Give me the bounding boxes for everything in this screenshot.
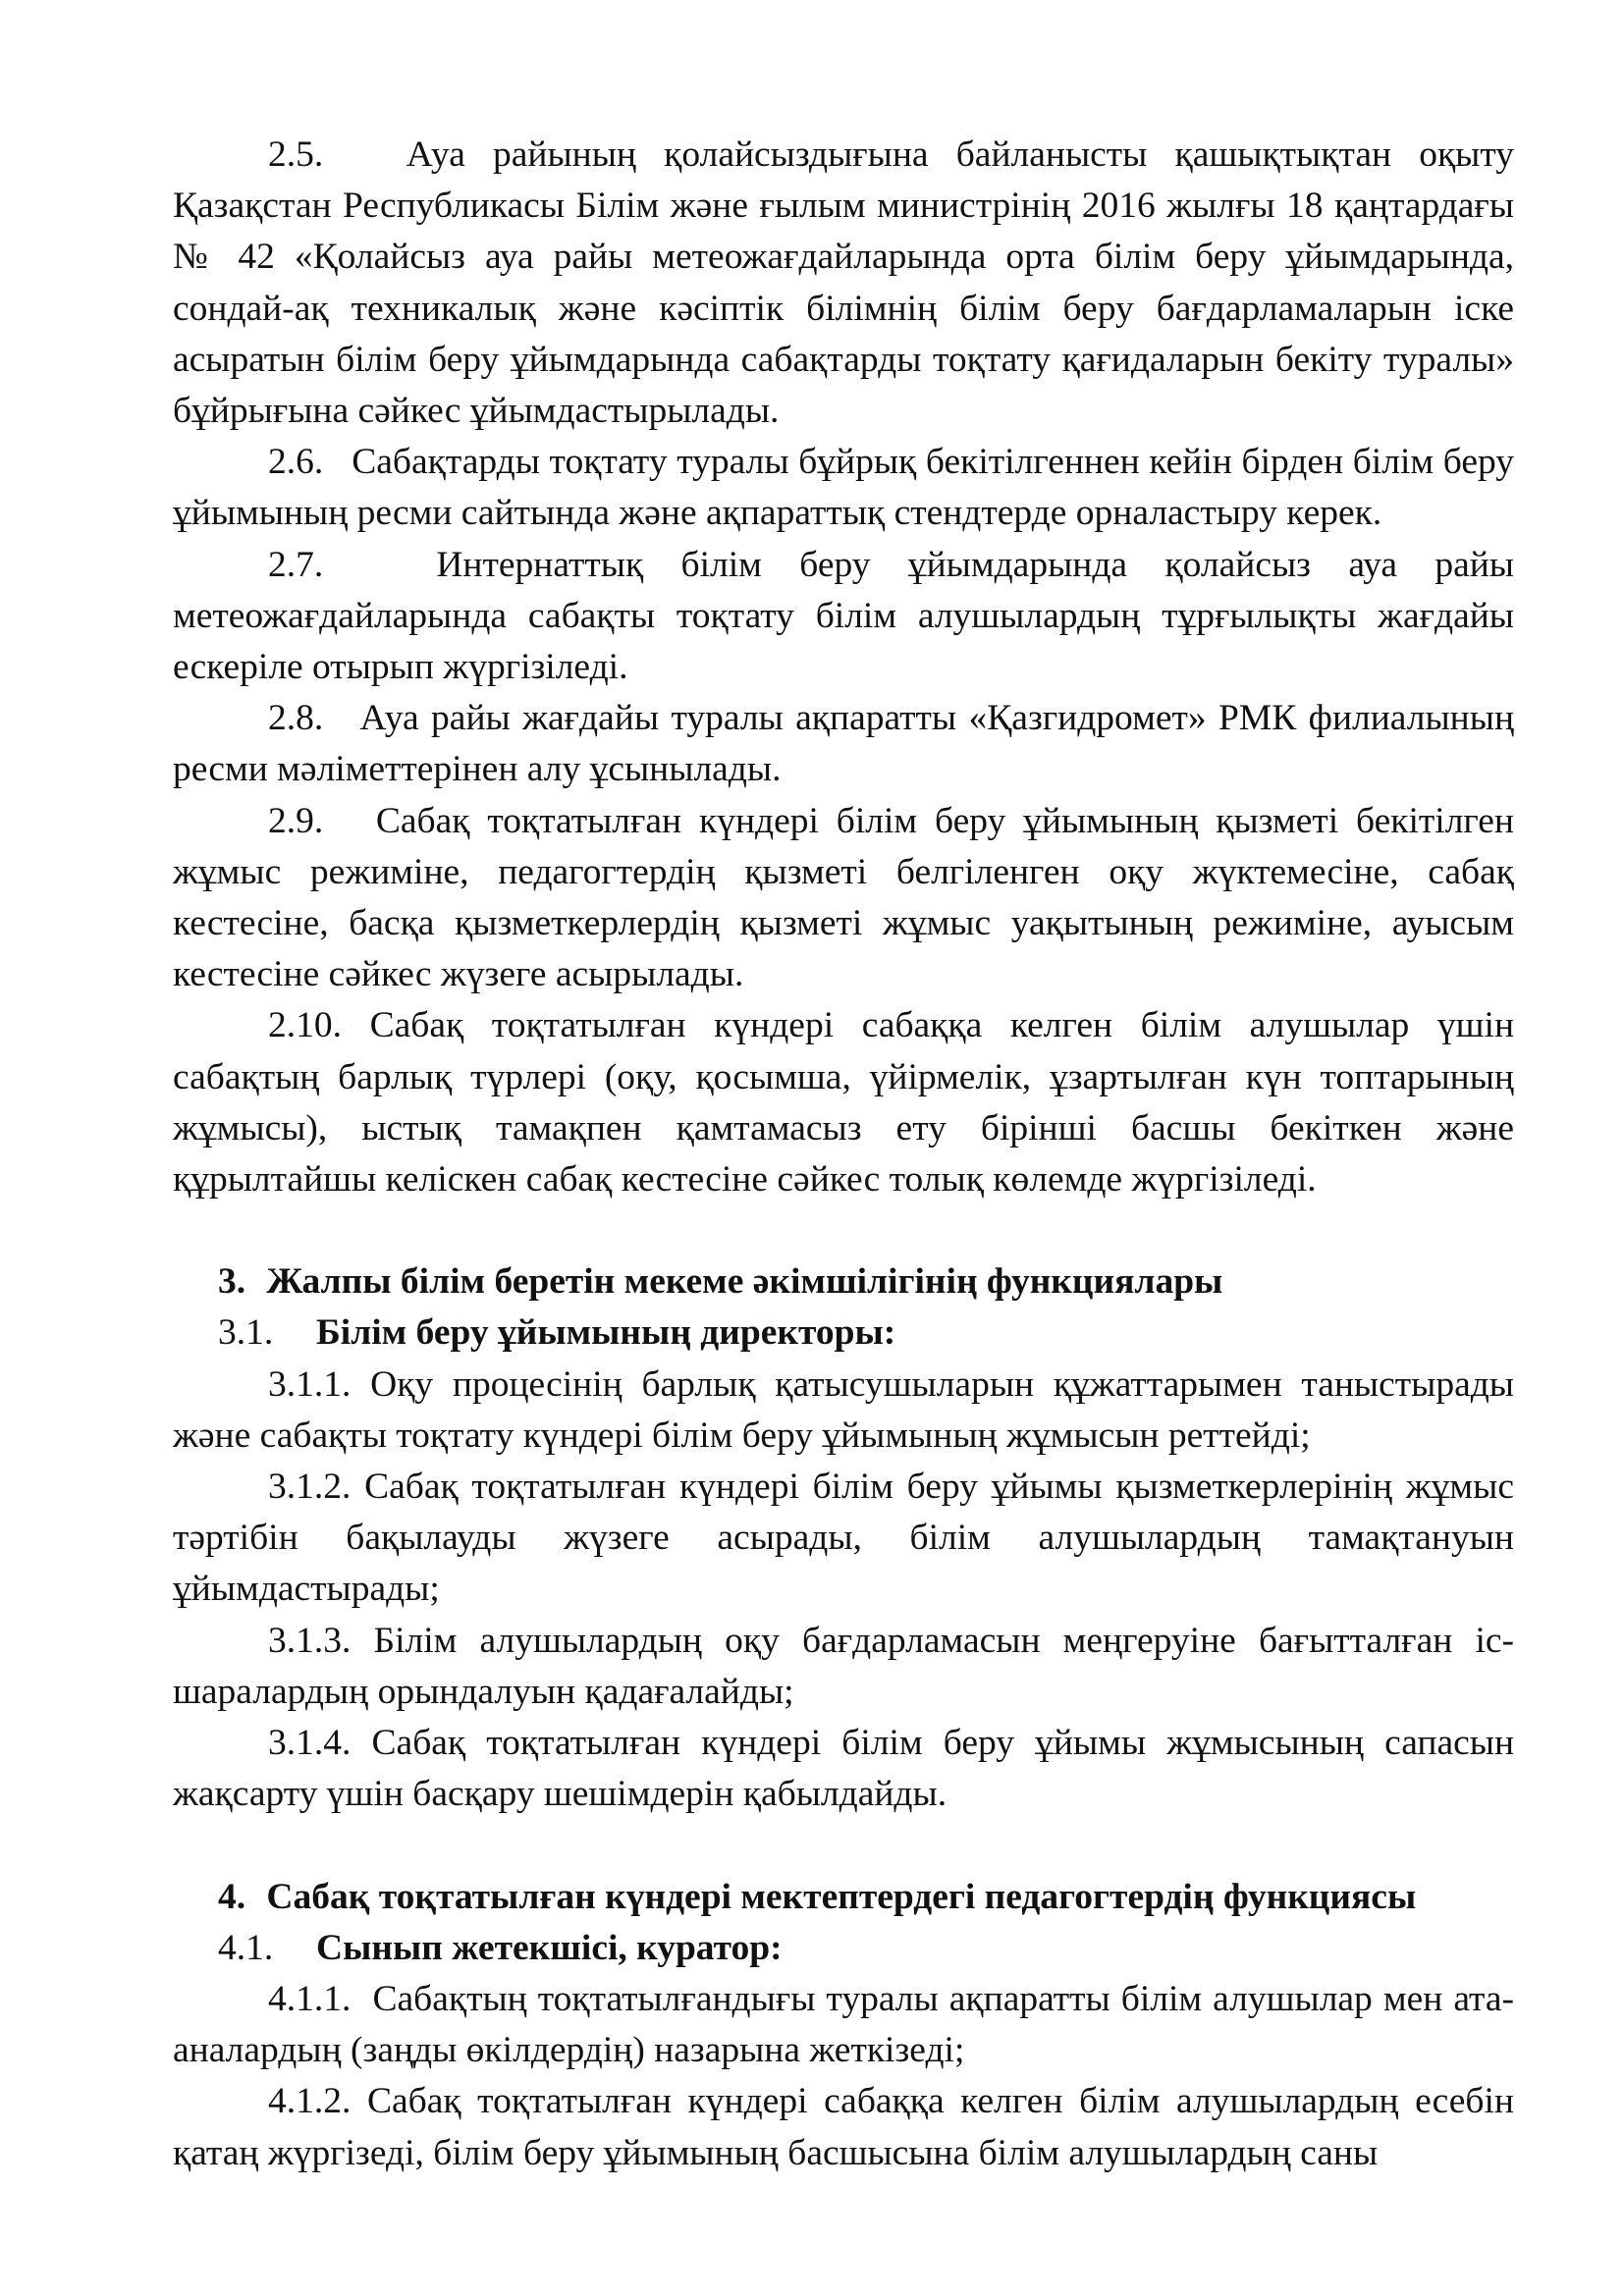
paragraph-number: 2.7. — [268, 544, 324, 585]
subsection-number: 3.1. — [218, 1312, 274, 1354]
paragraph-number: 2.10. — [268, 1005, 342, 1046]
item-number: 3.1.4. — [268, 1723, 352, 1764]
paragraph-2-10 — [173, 1000, 1514, 1205]
item-text: Сабақ тоқтатылған күндері сабаққа келген білім алушылардың есебін қатаң жүргізеді, білім беру ұйымының басшысына білім алушылардың саны — [173, 2081, 1514, 2173]
item-4-1-2 — [173, 2076, 1514, 2178]
section-spacer — [173, 1205, 1514, 1256]
paragraph-text: Интернаттық білім беру ұйымдарында қолайсыз ауа райы метеожағдайларында сабақты тоқтату білім алушылардың тұрғылықты жағдайы ескеріле отырып жүргізіледі. — [173, 544, 1514, 688]
item-number: 4.1.2. — [268, 2081, 352, 2122]
subsection-number: 4.1. — [218, 1927, 274, 1968]
paragraph-2-7 — [173, 540, 1514, 694]
paragraph-2-6 — [173, 437, 1514, 539]
item-text: Сабақ тоқтатылған күндері білім беру ұйымы жұмысының сапасын жақсарту үшін басқару шешімдерін қабылдайды. — [173, 1723, 1515, 1815]
paragraph-2-8 — [173, 693, 1514, 795]
item-4-1-1 — [173, 1974, 1514, 2076]
paragraph-text: Сабақтарды тоқтату туралы бұйрық бекітілгеннен кейін бірден білім беру ұйымының ресми сайтында және ақпараттық стендтерде орналастыру керек. — [173, 442, 1514, 534]
paragraph-number: 2.9. — [268, 800, 324, 841]
subsection-title: Сынып жетекшісі, куратор: — [316, 1927, 783, 1968]
section-number: 3. — [218, 1261, 246, 1303]
subsection-title: Білім беру ұйымының директоры: — [316, 1312, 896, 1354]
section-4-heading — [173, 1872, 1514, 1923]
paragraph-text: Сабақ тоқтатылған күндері білім беру ұйымының қызметі бекітілген жұмыс режиміне, педагогтердің қызметі белгіленген оқу жүктемесіне, сабақ кестесіне, басқа қызметкерлердің қызметі жұмыс уақытының режиміне, ауысым кестесіне сәйкес жүзеге асырылады. — [173, 800, 1515, 995]
section-title: Жалпы білім беретін мекеме әкімшілігінің функциялары — [266, 1261, 1223, 1303]
paragraph-text: Ауа райы жағдайы туралы ақпаратты «Қазгидромет» РМК филиалының ресми мәліметтерінен алу ұсынылады. — [173, 698, 1515, 790]
section-spacer — [173, 1821, 1514, 1872]
item-text: Білім алушылардың оқу бағдарламасын меңгеруіне бағытталған іс-шаралардың орындалуын қадағалайды; — [173, 1620, 1514, 1712]
item-3-1-3 — [173, 1616, 1514, 1718]
paragraph-number: 2.5. — [268, 134, 324, 175]
item-text: Сабақтың тоқтатылғандығы туралы ақпаратты білім алушылар мен ата-аналардың (заңды өкілдердің) назарына жеткізеді; — [173, 1978, 1514, 2071]
item-3-1-1 — [173, 1360, 1514, 1462]
paragraph-number: 2.6. — [268, 442, 324, 483]
item-number: 4.1.1. — [268, 1978, 352, 2019]
section-number: 4. — [218, 1876, 246, 1917]
paragraph-2-9 — [173, 796, 1514, 1001]
subsection-3-1-heading — [173, 1308, 1514, 1359]
paragraph-text: Ауа райының қолайсыздығына байланысты қашықтықтан оқыту Қазақстан Республикасы Білім және ғылым министрінің 2016 жылғы 18 қаңтардағы № 42 «Қолайсыз ауа райы метеожағдайларында орта білім беру ұйымдарында, сондай-ақ техникалық және кәсіптік білімнің білім беру бағдарламаларын іске асыратын білім беру ұйымдарында сабақтарды тоқтату қағидаларын бекіту туралы» бұйрығына сәйкес ұйымдастырылады. — [173, 134, 1514, 432]
item-number: 3.1.2. — [268, 1467, 352, 1508]
item-text: Сабақ тоқтатылған күндері білім беру ұйымы қызметкерлерінің жұмыс тәртібін бақылауды жүзеге асырады, білім алушылардың тамақтануын ұйымдастырады; — [173, 1467, 1515, 1610]
paragraph-number: 2.8. — [268, 698, 324, 739]
item-number: 3.1.1. — [268, 1363, 352, 1405]
subsection-4-1-heading — [173, 1923, 1514, 1974]
item-3-1-4 — [173, 1718, 1514, 1820]
item-number: 3.1.3. — [268, 1620, 352, 1661]
paragraph-text: Сабақ тоқтатылған күндері сабаққа келген білім алушылар үшін сабақтың барлық түрлері (оқу, қосымша, үйірмелік, ұзартылған күн топтарының жұмысы), ыстық тамақпен қамтамасыз ету бірінші басшы бекіткен және құрылтайшы келіскен сабақ кестесіне сәйкес толық көлемде жүргізіледі. — [173, 1005, 1515, 1201]
paragraph-2-5 — [173, 130, 1514, 437]
document-body — [173, 130, 1514, 2179]
item-text: Оқу процесінің барлық қатысушыларын құжаттарымен таныстырады және сабақты тоқтату күндері білім беру ұйымының жұмысын реттейді; — [173, 1363, 1515, 1456]
section-title: Сабақ тоқтатылған күндері мектептердегі педагогтердің функциясы — [266, 1876, 1417, 1917]
item-3-1-2 — [173, 1462, 1514, 1616]
section-3-heading — [173, 1256, 1514, 1308]
